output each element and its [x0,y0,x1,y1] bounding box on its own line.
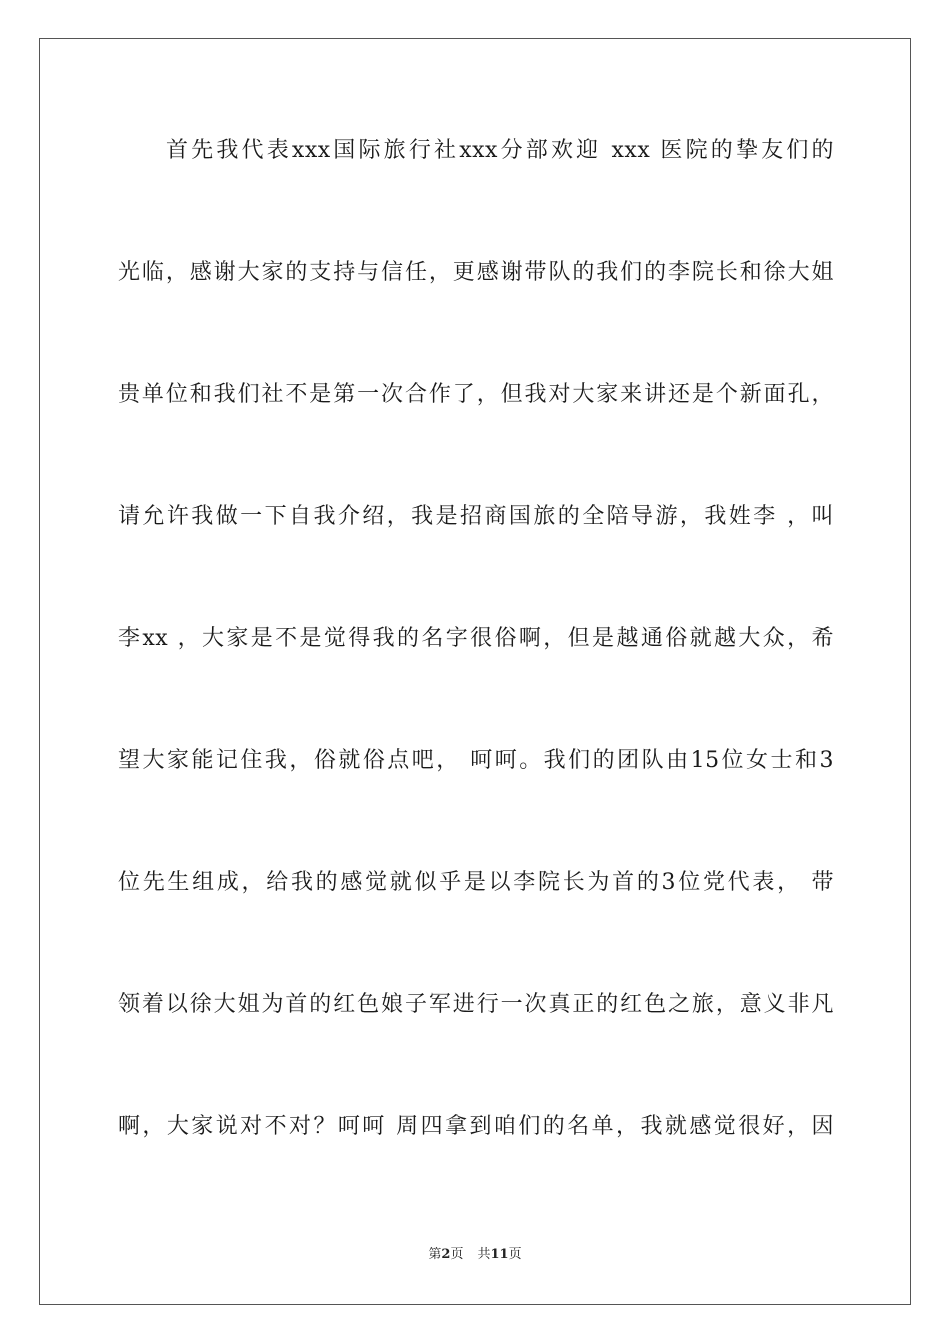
footer-total-pages: 11 [490,1247,509,1262]
body-text-line-6: 望大家能记住我，俗就俗点吧， 呵呵。我们的团队由15位女士和3 [118,748,834,773]
body-text-line-3: 贵单位和我们社不是第一次合作了，但我对大家来讲还是个新面孔， [118,382,834,407]
body-text-line-5: 李xx ，大家是不是觉得我的名字很俗啊，但是越通俗就越大众，希 [118,626,834,651]
page-footer [0,1246,950,1264]
body-text-line-9: 啊，大家说对不对？呵呵 周四拿到咱们的名单，我就感觉很好，因 [118,1114,834,1139]
footer-page-suffix: 页 [450,1247,464,1262]
body-text-line-1: 首先我代表xxx国际旅行社xxx分部欢迎 xxx 医院的挚友们的 [166,138,834,163]
body-text-line-2: 光临，感谢大家的支持与信任，更感谢带队的我们的李院长和徐大姐 [118,260,834,285]
body-text-line-4: 请允许我做一下自我介绍，我是招商国旅的全陪导游，我姓李 ，叫 [118,504,834,529]
body-text-line-8: 领着以徐大姐为首的红色娘子军进行一次真正的红色之旅，意义非凡 [118,992,834,1017]
body-text-line-7: 位先生组成，给我的感觉就似乎是以李院长为首的3位党代表， 带 [118,870,834,895]
footer-total-suffix: 页 [508,1247,522,1262]
footer-page-number: 2 [441,1247,451,1262]
footer-page-prefix: 第 [428,1247,442,1262]
footer-total-prefix: 共 [477,1247,491,1262]
